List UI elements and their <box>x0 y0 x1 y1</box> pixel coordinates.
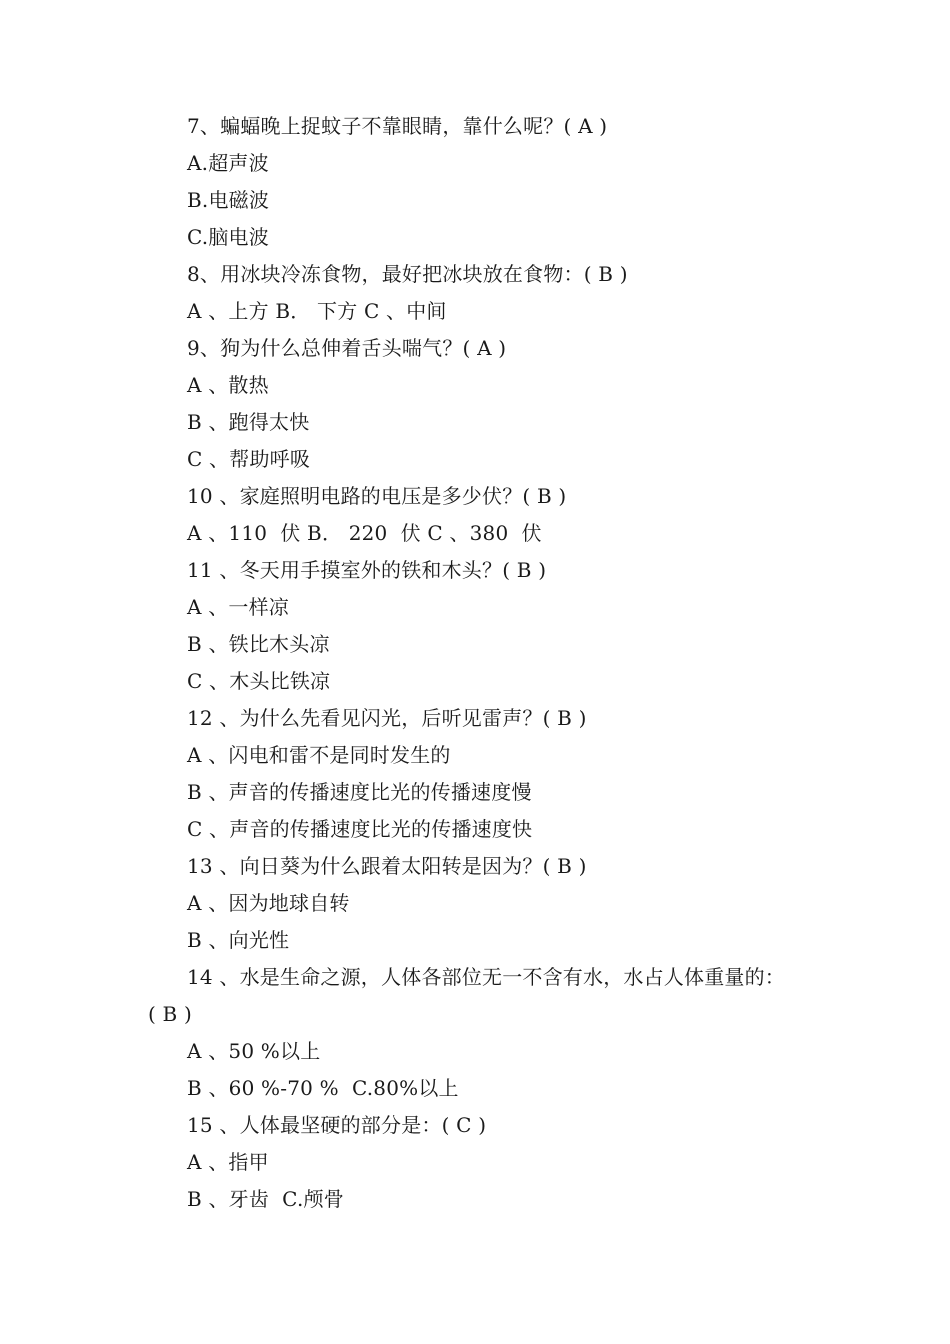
answer-option: B.电磁波 <box>187 188 270 212</box>
answer-option: A 、上方 B． 下方 C 、中间 <box>187 299 447 323</box>
question-line: 9、狗为什么总伸着舌头喘气？( A ) <box>187 336 507 360</box>
answer-option: C.脑电波 <box>187 225 269 249</box>
answer-option: A 、一样凉 <box>187 595 290 619</box>
answer-option: C 、声音的传播速度比光的传播速度快 <box>187 817 533 841</box>
answer-option: A 、110 伏 B． 220 伏 C 、380 伏 <box>187 521 542 545</box>
answer-option: A 、闪电和雷不是同时发生的 <box>187 743 451 767</box>
question-line: 8、用冰块冷冻食物，最好把冰块放在食物：( B ) <box>187 262 628 286</box>
answer-option: B 、声音的传播速度比光的传播速度慢 <box>187 780 532 804</box>
answer-option: B 、铁比木头凉 <box>187 632 330 656</box>
question-line: 15 、人体最坚硬的部分是：( C ) <box>187 1113 487 1137</box>
answer-option: B 、牙齿 C.颅骨 <box>187 1187 344 1211</box>
answer-option: B 、60 %-70 % C.80%以上 <box>187 1076 459 1100</box>
question-line-continuation: ( B ) <box>148 1002 193 1026</box>
question-line: 13 、向日葵为什么跟着太阳转是因为？( B ) <box>187 854 587 878</box>
answer-option: A 、指甲 <box>187 1150 269 1174</box>
question-line: 7、蝙蝠晚上捉蚊子不靠眼睛，靠什么呢？( A ) <box>187 114 608 138</box>
question-line: 12 、为什么先看见闪光，后听见雷声？( B ) <box>187 706 587 730</box>
question-list <box>0 108 950 1218</box>
question-line: 14 、水是生命之源，人体各部位无一不含有水，水占人体重量的： <box>187 965 786 989</box>
answer-option: C 、木头比铁凉 <box>187 669 331 693</box>
question-line: 10 、家庭照明电路的电压是多少伏？( B ) <box>187 484 567 508</box>
answer-option: B 、向光性 <box>187 928 290 952</box>
answer-option: A 、因为地球自转 <box>187 891 350 915</box>
answer-option: C 、帮助呼吸 <box>187 447 311 471</box>
answer-option: A.超声波 <box>187 151 269 175</box>
answer-option: A 、50 %以上 <box>187 1039 321 1063</box>
question-line: 11 、冬天用手摸室外的铁和木头？( B ) <box>187 558 547 582</box>
answer-option: A 、散热 <box>187 373 269 397</box>
answer-option: B 、跑得太快 <box>187 410 310 434</box>
